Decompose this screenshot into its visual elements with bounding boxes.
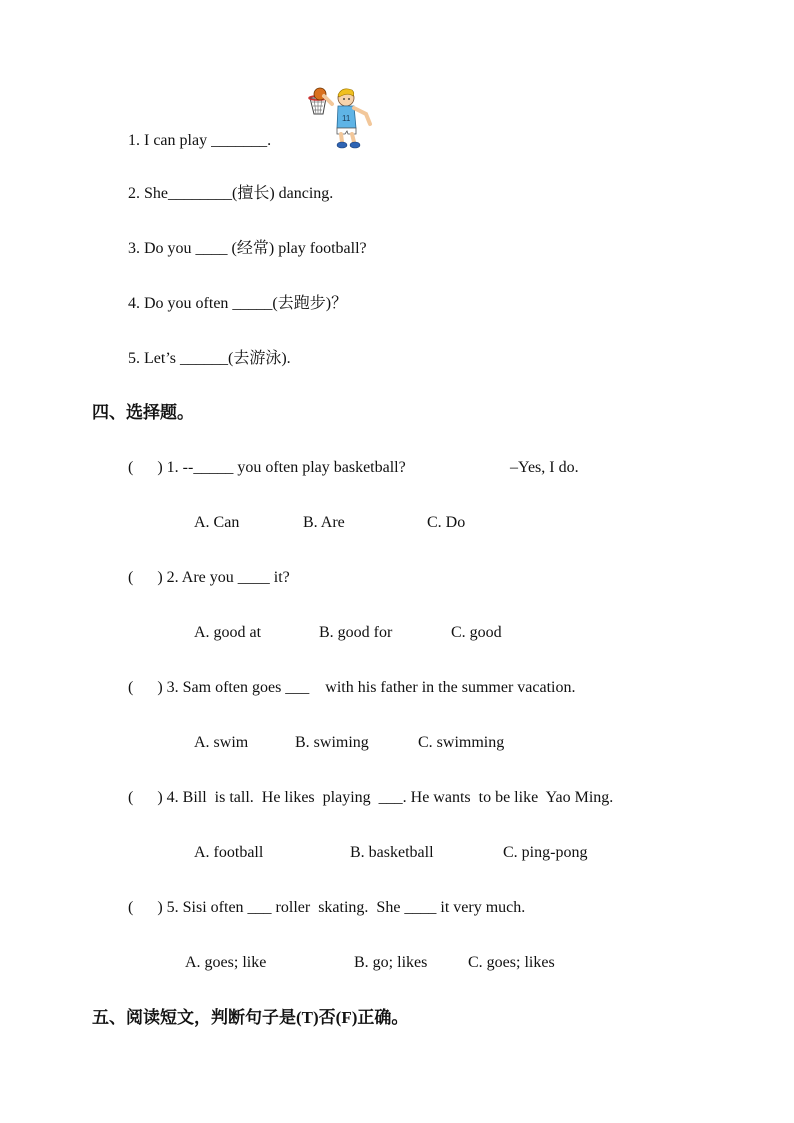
question-4-stem: ( ) 4. Bill is tall. He likes playing ___. He wants to be like Yao Ming. (128, 789, 614, 806)
section4-heading: 四、选择题。 (92, 403, 194, 422)
basketball-player-icon (306, 84, 378, 150)
section5-heading: 五、阅读短文，判断句子是(T)否(F)正确。 (92, 1008, 409, 1027)
question-2-option-b: B. good for (319, 624, 393, 641)
question-4-option-c: C. ping-pong (503, 844, 588, 861)
question-3-stem: ( ) 3. Sam often goes ___ with his father in the summer vacation. (128, 679, 576, 696)
question-4-option-b: B. basketball (350, 844, 434, 861)
question-5-option-b: B. go; likes (354, 954, 428, 971)
fill-blank-1: 1. I can play _______. (128, 132, 272, 149)
question-1-option-b: B. Are (303, 514, 345, 531)
jersey-number: 11 (342, 114, 351, 123)
question-3-option-c: C. swimming (418, 734, 505, 751)
fill-blank-3: 3. Do you ____ (经常) play football? (128, 240, 367, 257)
fill-blank-2: 2. She________(擅长) dancing. (128, 185, 334, 202)
question-5-option-a: A. goes; like (185, 954, 267, 971)
question-1-option-c: C. Do (427, 514, 466, 531)
fill-blank-4: 4. Do you often _____(去跑步)？ (128, 295, 348, 312)
fill-blank-5: 5. Let’s ______(去游泳). (128, 350, 291, 367)
question-3-option-a: A. swim (194, 734, 249, 751)
question-5-option-c: C. goes; likes (468, 954, 555, 971)
question-2-stem: ( ) 2. Are you ____ it? (128, 569, 290, 586)
question-1-option-a: A. Can (194, 514, 240, 531)
question-4-option-a: A. football (194, 844, 264, 861)
question-1-stem: ( ) 1. --_____ you often play basketball? (128, 459, 406, 476)
question-2-option-c: C. good (451, 624, 502, 641)
question-1-answer: –Yes, I do. (510, 459, 579, 476)
question-2-option-a: A. good at (194, 624, 262, 641)
question-3-option-b: B. swiming (295, 734, 369, 751)
question-5-stem: ( ) 5. Sisi often ___ roller skating. She ____ it very much. (128, 899, 526, 916)
